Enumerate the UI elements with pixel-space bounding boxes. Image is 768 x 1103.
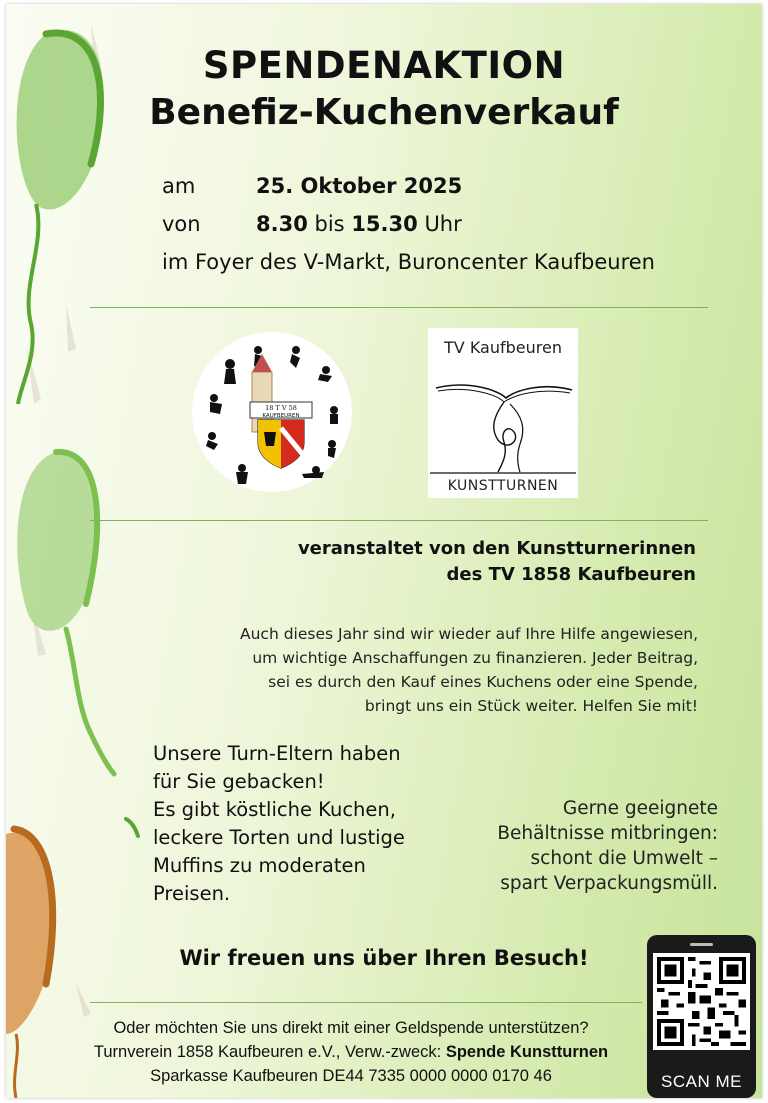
donation-purpose: Spende Kunstturnen (445, 1043, 609, 1061)
organizer-line-1: veranstaltet von den Kunstturnerinnen (297, 538, 696, 559)
event-date-row (162, 174, 462, 198)
title-line-1: SPENDENAKTION (202, 44, 566, 87)
containers-note (497, 796, 718, 896)
parents-line: leckere Torten und lustige (153, 826, 405, 849)
intro-line: Auch dieses Jahr sind wir wieder auf Ihre Hilfe angewiesen, (240, 625, 698, 643)
kunstturnen-logo (428, 328, 578, 498)
date-value: 25. Oktober 2025 (256, 174, 463, 198)
svg-text:KAUFBEUREN: KAUFBEUREN (262, 413, 300, 419)
divider-bottom (90, 1002, 642, 1003)
time-end: 15.30 (351, 212, 418, 236)
qr-pattern (653, 953, 750, 1050)
time-label: von (162, 212, 201, 236)
containers-line: spart Verpackungsmüll. (500, 873, 718, 894)
event-time-row (162, 212, 462, 236)
intro-line: um wichtige Anschaffungen zu finanzieren. Jeder Beitrag, (252, 649, 698, 667)
parents-line: Es gibt köstliche Kuchen, (153, 798, 396, 821)
containers-line: Behältnisse mitbringen: (497, 823, 718, 844)
divider-middle (90, 520, 708, 521)
date-label: am (162, 174, 196, 198)
flyer-page (6, 4, 762, 1098)
tv-logo-top-text: TV Kaufbeuren (444, 338, 562, 357)
intro-line: sei es durch den Kauf eines Kuchens oder eine Spende, (268, 673, 698, 691)
club-seal-logo (192, 332, 352, 492)
qr-notch (690, 943, 713, 946)
gymnast-icon (428, 328, 578, 498)
parents-line: Unsere Turn-Eltern haben (153, 742, 401, 765)
parents-line: Preisen. (153, 882, 231, 905)
divider-top (90, 307, 708, 308)
donation-iban: Sparkasse Kaufbeuren DE44 7335 0000 0000 0170 46 (150, 1067, 552, 1085)
time-unit: Uhr (424, 212, 462, 236)
balloon-decoration (6, 4, 146, 1098)
parents-baked-text (153, 740, 405, 908)
time-start: 8.30 (256, 212, 308, 236)
donation-line-2 (6, 1040, 696, 1064)
intro-paragraph (240, 622, 698, 718)
organizer-text (298, 536, 696, 588)
club-seal-graphic (192, 332, 352, 492)
event-location: im Foyer des V-Markt, Buroncenter Kaufbeuren (162, 250, 655, 274)
scan-me-label: SCAN ME (661, 1072, 742, 1091)
qr-code-badge[interactable] (647, 935, 756, 1098)
intro-line: bringt uns ein Stück weiter. Helfen Sie mit! (364, 697, 698, 715)
donation-line-1: Oder möchten Sie uns direkt mit einer Geldspende unterstützen? (113, 1019, 589, 1037)
svg-text:18 T V 58: 18 T V 58 (265, 404, 297, 412)
qr-code-icon[interactable] (653, 953, 750, 1050)
time-between: bis (314, 212, 345, 236)
thanks-heading: Wir freuen uns über Ihren Besuch! (179, 946, 589, 970)
containers-line: Gerne geeignete (562, 798, 718, 819)
organizer-line-2: des TV 1858 Kaufbeuren (446, 564, 696, 585)
title-line-2: Benefiz-Kuchenverkauf (149, 92, 619, 133)
balloon-middle-icon (17, 451, 146, 900)
donation-details (6, 1016, 696, 1088)
parents-line: Muffins zu moderaten (153, 854, 366, 877)
parents-line: für Sie gebacken! (153, 770, 325, 793)
containers-line: schont die Umwelt – (530, 848, 718, 869)
donation-purpose-label: Turnverein 1858 Kaufbeuren e.V., Verw.-zweck: (93, 1043, 442, 1061)
tv-logo-bottom-text: KUNSTTURNEN (447, 478, 559, 494)
